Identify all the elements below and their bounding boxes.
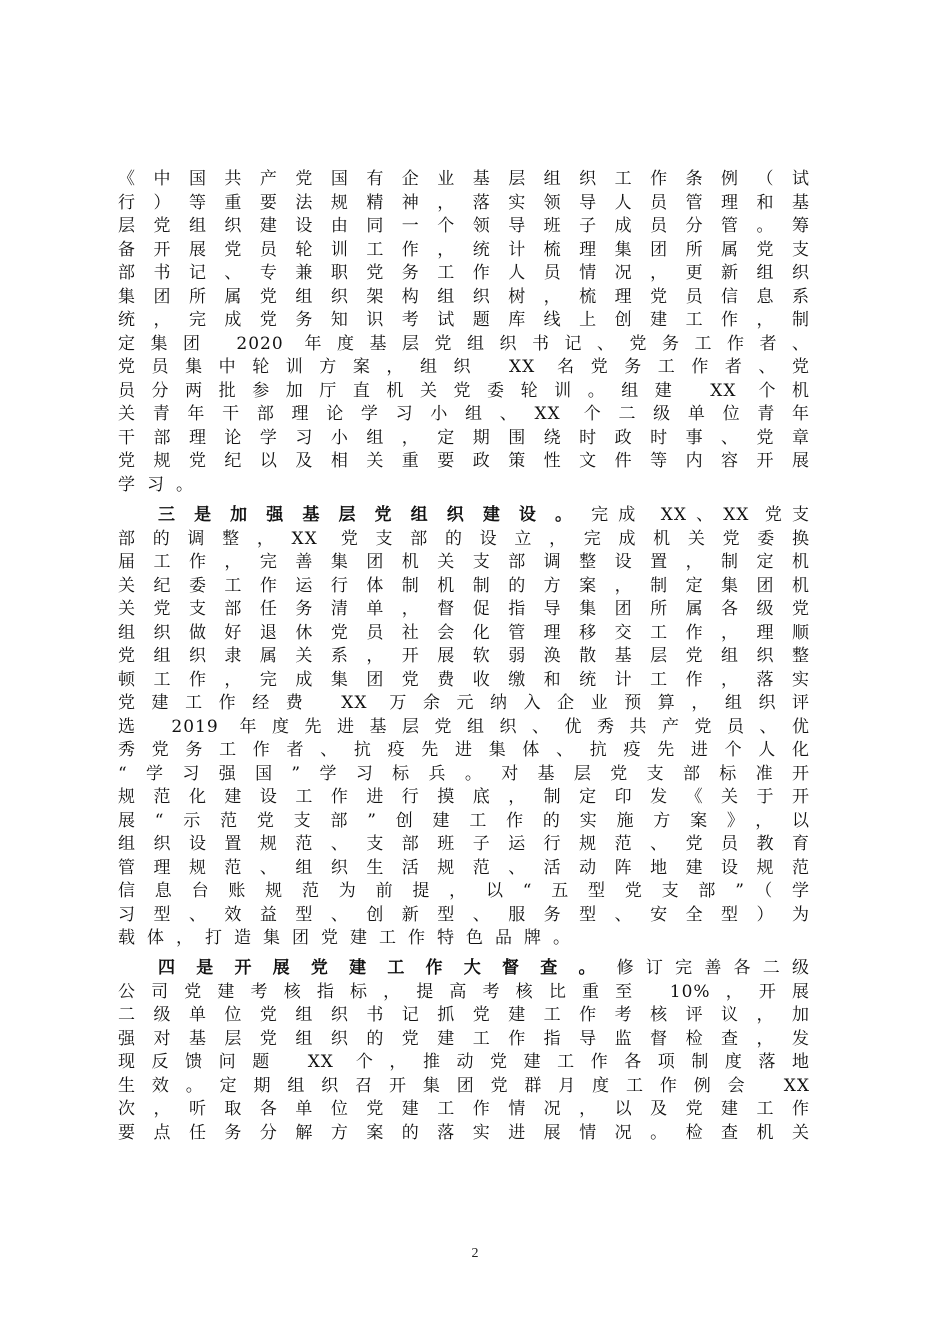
heading-continuation: 完成 XX、XX 党支 (591, 505, 810, 525)
text-line: 选 2019 年度先进基层党组织、优秀共产党员、优 (118, 716, 810, 737)
text-line: 行）等重要法规精神，落实领导人员管理和基 (118, 192, 810, 213)
text-line: 现反馈问题 XX 个，推动党建工作各项制度落地 (118, 1052, 810, 1072)
section-heading: 三是加强基层党组织建设。 (158, 505, 592, 525)
text-line: 生效。定期组织召开集团党群月度工作例会 XX (118, 1075, 810, 1096)
text-line: 管理规范、组织生活规范、活动阵地建设规范 (118, 857, 810, 878)
text-line: 次，听取各单位党建工作情况，以及党建工作 (118, 1099, 810, 1119)
text-line: 部的调整，XX 党支部的设立，完成机关党委换 (118, 528, 810, 549)
heading-continuation: 修订完善各二级 (616, 958, 810, 978)
text-line: 二级单位党组织书记抓党建工作考核评议，加 (118, 1005, 810, 1025)
text-line: 关青年干部理论学习小组、XX 个二级单位青年 (118, 404, 810, 424)
text-line: 备开展党员轮训工作，统计梳理集团所属党支 (118, 239, 810, 260)
text-line: 公司党建考核指标，提高考核比重至 10%，开展 (118, 981, 810, 1002)
text-line (118, 957, 810, 981)
text-line: 党规党纪以及相关重要政策性文件等内容开展 (118, 451, 810, 471)
text-line: 展“示范党支部”创建工作的实施方案》，以 (118, 810, 810, 831)
text-line: 员分两批参加厅直机关党委轮训。组建 XX 个机 (118, 380, 810, 401)
text-line: 组织做好退休党员社会化管理移交工作，理顺 (118, 622, 810, 643)
paragraph-inspection (118, 957, 810, 1145)
text-line: 定集团 2020 年度基层党组织书记、党务工作者、 (118, 333, 810, 354)
text-line: 统，完成党务知识考试题库线上创建工作，制 (118, 310, 810, 330)
text-line: 关纪委工作运行体制机制的方案，制定集团机 (118, 575, 810, 596)
text-line: 信息台账规范为前提，以“五型党支部”（学 (118, 881, 810, 901)
text-line: 集团所属党组织架构组织树，梳理党员信息系 (118, 286, 810, 307)
text-line: 秀党务工作者、抗疫先进集体、抗疫先进个人化 (118, 740, 810, 760)
text-line: 干部理论学习小组，定期围绕时政时事、党章 (118, 427, 810, 448)
text-line: 届工作，完善集团机关支部调整设置，制定机 (118, 552, 810, 572)
text-line: 规范化建设工作进行摸底，制定印发《关于开 (118, 787, 810, 807)
text-line: 学习。 (118, 474, 205, 495)
text-line: “学习强国”学习标兵。对基层党支部标准开 (118, 763, 810, 784)
text-line: 关党支部任务清单，督促指导集团所属各级党 (118, 599, 810, 619)
paragraph-grassroots-organization (118, 504, 810, 951)
text-line: 部书记、专兼职党务工作人员情况，更新组织 (118, 263, 810, 283)
text-line (118, 504, 810, 528)
text-line: 强对基层党组织的党建工作指导监督检查，发 (118, 1028, 810, 1049)
text-line: 层党组织建设由同一个领导班子成员分管。筹 (118, 216, 810, 236)
text-line: 组织设置规范、支部班子运行规范、党员教育 (118, 834, 810, 854)
text-line: 习型、效益型、创新型、服务型、安全型）为 (118, 904, 810, 925)
section-heading: 四是开展党建工作大督查。 (158, 958, 617, 978)
text-line: 载体，打造集团党建工作特色品牌。 (118, 928, 582, 948)
page-number: 2 (471, 1246, 479, 1261)
text-line: 《中国共产党国有企业基层组织工作条例（试 (118, 169, 810, 189)
text-line: 党员集中轮训方案，组织 XX 名党务工作者、党 (118, 357, 810, 377)
text-line: 顿工作，完成集团党费收缴和统计工作，落实 (118, 669, 810, 690)
text-line: 党建工作经费 XX 万余元纳入企业预算，组织评 (118, 693, 810, 713)
text-line: 要点任务分解方案的落实进展情况。检查机关 (118, 1122, 810, 1143)
paragraph-party-training (118, 168, 810, 497)
text-line: 党组织隶属关系，开展软弱涣散基层党组织整 (118, 646, 810, 666)
